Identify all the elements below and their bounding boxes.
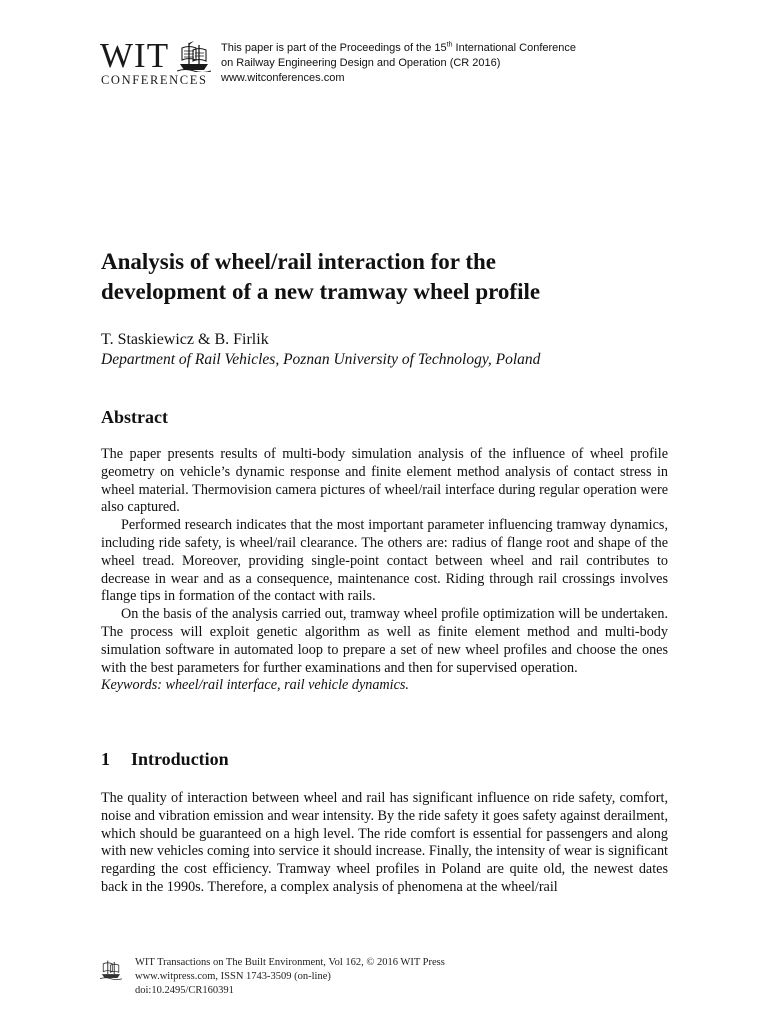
abstract-heading: Abstract xyxy=(101,407,168,427)
section-heading-introduction xyxy=(101,748,229,770)
footer-citation xyxy=(135,956,445,998)
paper-title xyxy=(101,247,681,307)
section-title: Introduction xyxy=(131,749,229,769)
footer-line-1: WIT Transactions on The Built Environment, Vol 162, © 2016 WIT Press xyxy=(135,957,445,968)
ship-logo-icon xyxy=(177,40,211,72)
footer-website-link[interactable]: www.witpress.com, ISSN 1743-3509 (on-line) xyxy=(135,971,331,982)
paper-affiliation: Department of Rail Vehicles, Poznan University of Technology, Poland xyxy=(101,351,541,368)
logo-conferences-text: CONFERENCES xyxy=(101,73,208,87)
proceedings-line-2: on Railway Engineering Design and Operation (CR 2016) xyxy=(221,57,501,69)
keywords: Keywords: wheel/rail interface, rail vehicle dynamics. xyxy=(101,677,409,694)
ship-logo-icon xyxy=(100,958,122,980)
proceedings-notice xyxy=(221,41,576,86)
proceedings-website-link[interactable]: www.witconferences.com xyxy=(221,72,345,84)
footer-doi[interactable]: doi:10.2495/CR160391 xyxy=(135,985,234,996)
paper-title-line-2: development of a new tramway wheel profile xyxy=(101,279,541,304)
abstract-body xyxy=(101,446,668,695)
abstract-paragraph-2: Performed research indicates that the most important parameter influencing tramway dynamics, including ride safety, is wheel/rail clearance. The others are: radius of flange root and shape of the wheel tread. Moreover, providing single-point contact between wheel and rail contributes to decrease in wear and as a consequence, maintenance cost. Riding through rail crossings involves flange tips in formation of the contact with rails. xyxy=(101,517,668,605)
section-number: 1 xyxy=(101,749,110,769)
logo-wit-text: WIT xyxy=(100,36,170,75)
introduction-body xyxy=(101,790,668,897)
paper-title-line-1: Analysis of wheel/rail interaction for the xyxy=(101,249,496,274)
abstract-paragraph-1: The paper presents results of multi-body simulation analysis of the influence of wheel profile geometry on vehicle’s dynamic response and finite element method analysis of contact stress in wheel material. Thermovision camera pictures of wheel/rail interface during regular operation were also captured. xyxy=(101,446,668,516)
paper-authors: T. Staskiewicz & B. Firlik xyxy=(101,331,269,348)
wit-conferences-logo xyxy=(100,36,212,88)
introduction-paragraph-1: The quality of interaction between wheel and rail has significant influence on ride safety, comfort, noise and vibration emission and wear intensity. By the ride safety it goes safety against derailment, which should be guaranteed on a high level. The ride comfort is essential for passengers and along with new vehicles coming into service it should increase. Finally, the intensity of wear is significant regarding the cost efficiency. Tramway wheel profiles in Poland are quite old, the newest dates back in the 1990s. Therefore, a complex analysis of phenomena at the wheel/rail xyxy=(101,790,668,895)
abstract-paragraph-3: On the basis of the analysis carried out, tramway wheel profile optimization will be undertaken. The process will exploit genetic algorithm as well as finite element method and multi-body simulation software in automated loop to prepare a set of new wheel profiles and choose the ones with the best parameters for further examinations and then for supervised operation. xyxy=(101,606,668,676)
proceedings-line-1: This paper is part of the Proceedings of the 15th International Conference xyxy=(221,41,577,54)
